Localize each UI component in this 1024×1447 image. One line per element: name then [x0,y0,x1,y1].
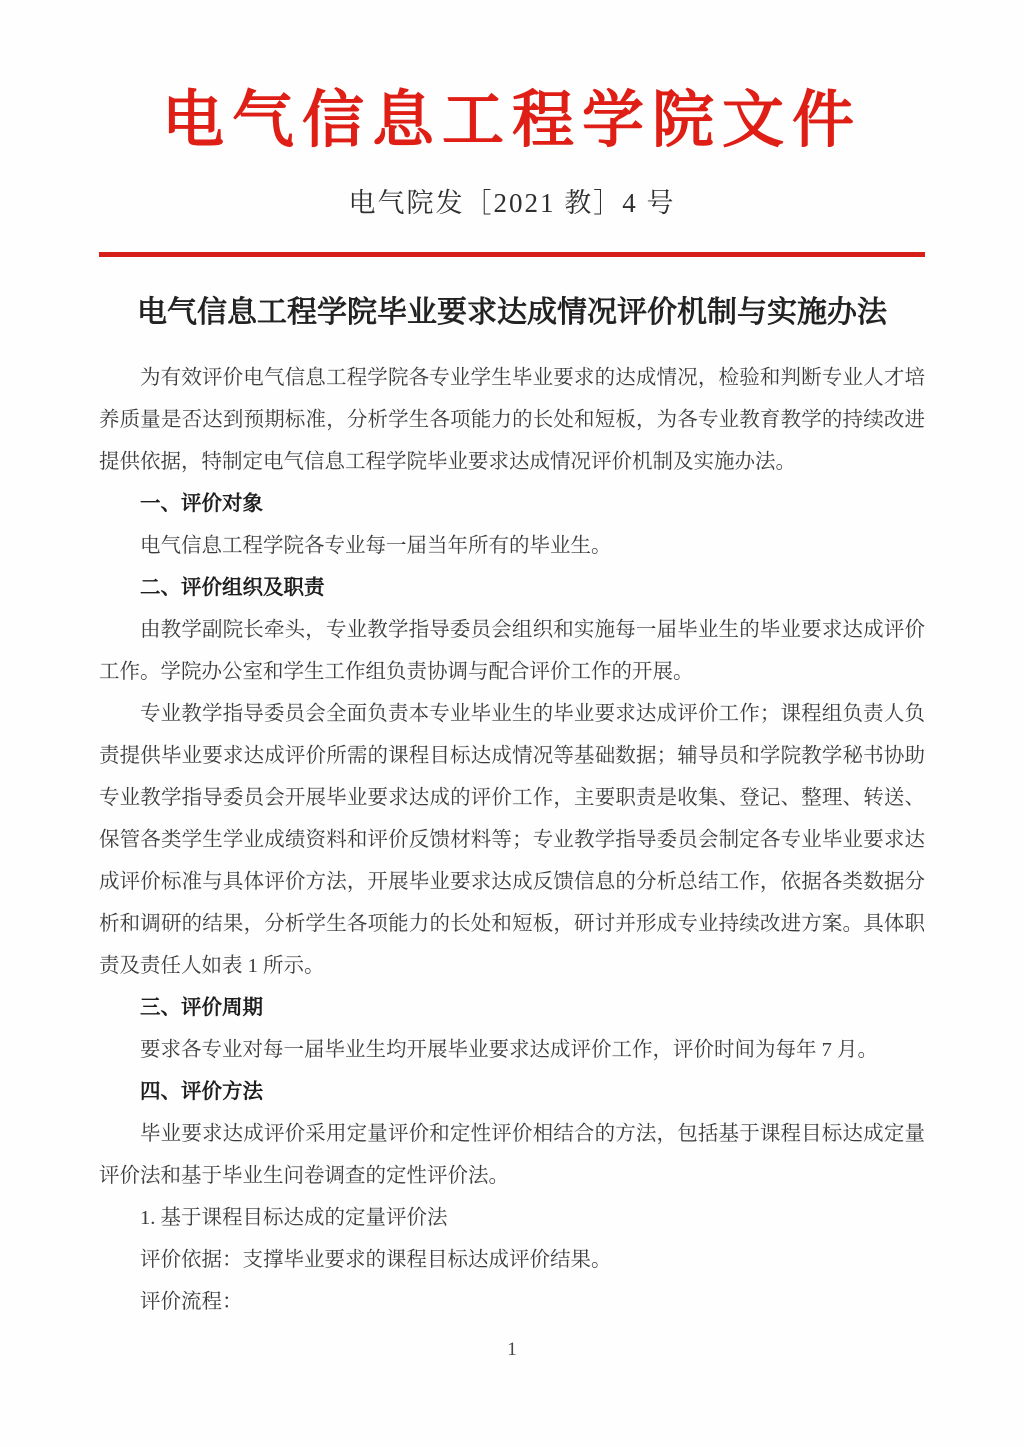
letterhead-org-title: 电气信息工程学院文件 [161,87,862,155]
section-3-heading: 三、评价周期 [140,996,263,1020]
section-1-paragraph-1: 电气信息工程学院各专业每一届当年所有的毕业生。 [140,535,612,558]
page-footer [0,1339,1024,1361]
section-2-paragraph-2: 专业教学指导委员会全面负责本专业毕业生的毕业要求达成评价工作；课程组负责人负责提供毕业要求达成评价所需的课程目标达成情况等基础数据；辅导员和学院教学秘书协助专业教学指导委员会开展毕业要求达成的评价工作，主要职责是收集、登记、整理、转送、保管各类学生学业成绩资料和评价反馈材料等；专业教学指导委员会制定各专业毕业要求达成评价标准与具体评价方法，开展毕业要求达成反馈信息的分析总结工作，依据各类数据分析和调研的结果，分析学生各项能力的长处和短板，研讨并形成专业持续改进方案。具体职责及责任人如表 1 所示。 [99,703,925,978]
section-1-heading: 一、评价对象 [140,492,263,516]
section-3-paragraph-1: 要求各专业对每一届毕业生均开展毕业要求达成评价工作，评价时间为每年 7 月。 [140,1039,878,1062]
evaluation-basis-line: 评价依据：支撑毕业要求的课程目标达成评价结果。 [140,1249,612,1272]
document-body [99,291,925,1323]
document-number: 电气院发［2021 教］4 号 [348,188,676,219]
section-2-paragraph-1: 由教学副院长牵头，专业教学指导委员会组织和实施每一届毕业生的毕业要求达成评价工作。学院办公室和学生工作组负责协调与配合评价工作的开展。 [99,619,925,684]
section-2-heading: 二、评价组织及职责 [140,576,325,600]
document-title: 电气信息工程学院毕业要求达成情况评价机制与实施办法 [137,296,887,330]
letterhead [0,0,1024,257]
evaluation-process-line: 评价流程： [140,1291,243,1314]
intro-paragraph: 为有效评价电气信息工程学院各专业学生毕业要求的达成情况，检验和判断专业人才培养质量是否达到预期标准，分析学生各项能力的长处和短板，为各专业教育教学的持续改进提供依据，特制定电气信息工程学院毕业要求达成情况评价机制及实施办法。 [99,367,925,474]
page-number: 1 [507,1339,517,1360]
method-list-item-1: 1. 基于课程目标达成的定量评价法 [140,1207,448,1230]
red-divider-line [99,252,925,257]
section-4-heading: 四、评价方法 [140,1080,263,1104]
section-4-paragraph-1: 毕业要求达成评价采用定量评价和定性评价相结合的方法，包括基于课程目标达成定量评价法和基于毕业生问卷调查的定性评价法。 [99,1123,925,1188]
